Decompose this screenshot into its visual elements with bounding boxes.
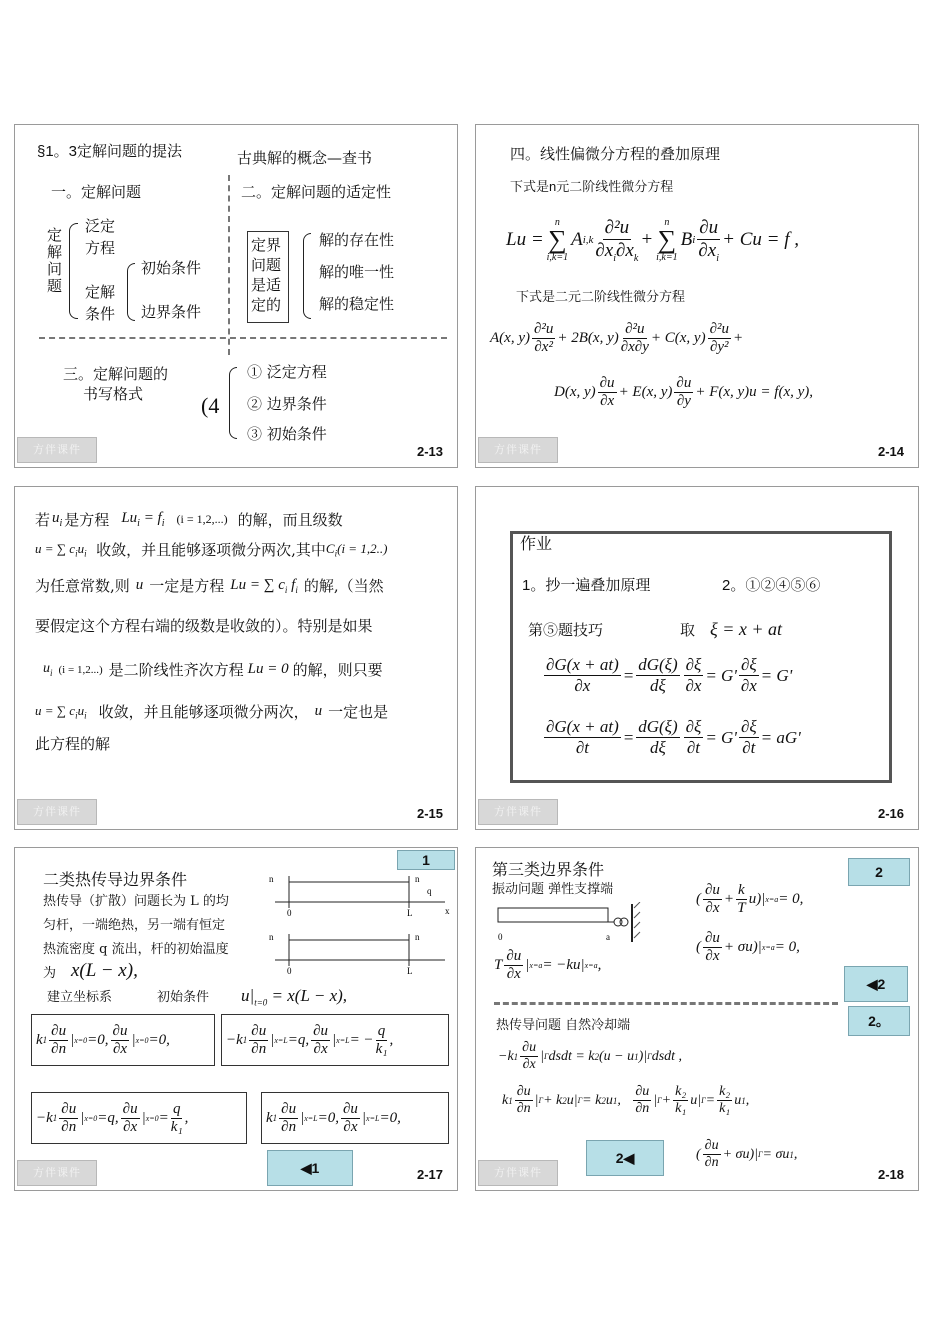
logo: 方伴课件 (478, 799, 558, 825)
init-label: 初始条件 (157, 990, 210, 1005)
item-conditions-2: 条件 (85, 305, 116, 323)
svg-text:a: a (606, 932, 610, 942)
well-posed-text: 定界问题是适定的 (251, 236, 282, 314)
logo: 方伴课件 (478, 437, 558, 463)
slide-2-14 (475, 124, 919, 468)
equation-n-dim: Lu = n ∑ i,k=1 A i,k $\frac{\text{∂²u}}{\partial x_i\partial x_k}$ + n ∑ i,k=1 B i $\frac{\partial u}{\partial x_i}$ + Cu = f , (506, 217, 800, 264)
svg-text:q: q (427, 886, 432, 896)
svg-text:0: 0 (287, 966, 292, 976)
initial-temp: x(L − x), (71, 960, 138, 981)
slide-2-17 (14, 847, 458, 1191)
equation-t: $\frac{\partial G(x + at)}{\partial t}$ = $\frac{dG(\xi)}{d\xi}$ $\frac{\partial\xi}{\partial t}$ = G' $\frac{\partial\xi}{\partial t}$ = aG' (546, 717, 801, 757)
homework-title: 作业 (520, 536, 553, 553)
elastic-bc-3: T $\frac{\partial u}{\partial x}$ | x=a = −ku| x=a , (494, 948, 602, 982)
text-line-2: 下式是二元二阶线性微分方程 (516, 289, 686, 304)
item-equation-2: 方程 (85, 239, 116, 257)
logo: 方伴课件 (17, 1160, 97, 1186)
take-label: 取 (680, 621, 696, 639)
slide-2-16 (475, 486, 919, 830)
uniqueness: 解的唯一性 (319, 263, 395, 281)
initial-condition: 初始条件 (141, 259, 202, 277)
bc-box-1: k 1 $\frac{\partial u}{\partial n}$ | x=0 =0, $\frac{\partial u}{\partial x}$ | x=0 =0, (31, 1014, 215, 1066)
substitution: ξ = x + at (710, 619, 782, 639)
slide-subtitle: 古典解的概念—查书 (237, 149, 373, 167)
format-3: ③ 初始条件 (247, 425, 327, 443)
logo: 方伴课件 (17, 799, 97, 825)
format-1: ① 泛定方程 (247, 363, 327, 381)
heat-eq-3: ( $\frac{\partial u}{\partial n}$ + σu)| Γ = σu 1 , (696, 1138, 798, 1170)
brace-4 (229, 367, 237, 439)
slide-title: 四。线性偏微分方程的叠加原理 (510, 145, 721, 163)
slide-2-13 (14, 124, 458, 468)
text-line-1: 下式是n元二阶线性微分方程 (510, 179, 674, 194)
para-line-5: $u_i$ (i = 1,2...) 是二阶线性齐次方程 Lu = 0 的解，则只要 (43, 661, 383, 679)
equation-2d-line2: D(x, y) $\frac{\partial u}{\partial x}$ + E(x, y) $\frac{\partial u}{\partial y}$ + F(x, y)u = f(x, y), (554, 375, 814, 409)
brace-1 (69, 223, 78, 319)
slide-2-15 (14, 486, 458, 830)
svg-text:0: 0 (498, 932, 503, 942)
section-3a: 三。定解问题的 (63, 365, 169, 383)
page-number: 2-14 (877, 444, 904, 459)
logo: 方伴课件 (478, 1160, 558, 1186)
slide-title: 第三类边界条件 (492, 860, 605, 879)
boundary-condition: 边界条件 (141, 303, 202, 321)
svg-text:0: 0 (287, 908, 292, 918)
page-number: 2-17 (416, 1167, 443, 1182)
coord-label: 建立坐标系 (47, 990, 113, 1005)
nav-back-button-2[interactable]: ◀2 (844, 966, 908, 1002)
nav-button-2[interactable]: 2 (848, 858, 910, 886)
stability: 解的稳定性 (319, 295, 395, 313)
svg-text:n: n (269, 932, 274, 942)
desc-line-1: 热传导（扩散）问题长为 L 的均 (43, 894, 229, 909)
brace-3 (303, 233, 311, 319)
para-line-4: 要假定这个方程右端的级数是收敛的）。特别是如果 (35, 617, 373, 635)
slide-title: §1。3定解问题的提法 (37, 143, 183, 160)
nav-button-2b[interactable]: 2。 (848, 1006, 910, 1036)
para-line-3: 为任意常数,则 u 一定是方程 Lu = ∑ $c_i$ $f_i$ 的解,（当然 (35, 576, 384, 595)
page-number: 2-15 (416, 806, 443, 821)
page-number: 2-18 (877, 1167, 904, 1182)
slide-title: 二类热传导边界条件 (43, 870, 188, 889)
slide-2-18 (475, 847, 919, 1191)
heat-label: 热传导问题 自然冷却端 (496, 1018, 631, 1033)
bracket-number: (4 (201, 393, 220, 418)
elastic-bc-2: ( $\frac{\partial u}{\partial x}$ + σu)| x=a = 0, (696, 930, 800, 964)
nav-button-top[interactable]: 1 (397, 850, 455, 870)
init-equation: $u|_{t=0} = x(L - x)$, (241, 986, 348, 1008)
existence: 解的存在性 (319, 231, 395, 249)
format-2: ② 边界条件 (247, 395, 327, 413)
para-line-1: 若 $u_i$ 是方程 $Lu_i = f_i$ (i = 1,2,...) 的解，而且级数 (35, 510, 343, 529)
dashed-divider (494, 1002, 838, 1005)
bc-box-2: −k 1 $\frac{\partial u}{\partial n}$ | x=L =q, $\frac{\partial u}{\partial x}$ | x=L = − $\frac{q}{\text{k₁}}$ , (221, 1014, 449, 1066)
para-line-7: 此方程的解 (35, 735, 111, 753)
elastic-bc-1: ( $\frac{\partial u}{\partial x}$ + $\frac{k}{T}$ u)| x=a = 0, (696, 882, 804, 916)
spring-diagram (494, 902, 654, 946)
homework-item-2: 2。①②④⑤⑥ (722, 577, 821, 594)
equation-x: $\frac{\partial G(x + at)}{\partial x}$ = $\frac{dG(\xi)}{d\xi}$ $\frac{\partial\xi}{\partial x}$ = G' $\frac{\partial\xi}{\partial x}$ = G' (546, 655, 793, 695)
svg-text:L: L (407, 966, 413, 976)
heat-eq-2: k 1 $\frac{\partial u}{\partial n}$ | Γ + k 2 u| Γ = k 2 u 1 , $\frac{\partial u}{\partial n}$ | Γ + $\frac{\text{k₂}}{\text{k₁}}$ u| Γ = $\frac{\text{k₂}}{\text{k₁}}$ u 1 , (502, 1084, 750, 1116)
item-equation-1: 泛定 (85, 217, 116, 235)
bc-box-4: k 1 $\frac{\partial u}{\partial n}$ | x=L =0, $\frac{\partial u}{\partial x}$ | x=L =0, (261, 1092, 449, 1144)
svg-text:n: n (415, 932, 420, 942)
svg-text:n: n (415, 874, 420, 884)
para-line-2: u = ∑ $c_iu_i$ 收敛，并且能够逐项微分两次,其中 $C_i(i = 1,2..)$ (35, 540, 388, 559)
rod-diagram (265, 870, 455, 980)
bc-box-3: −k 1 $\frac{\partial u}{\partial n}$ | x=0 =q, $\frac{\partial u}{\partial x}$ | x=0 = $\frac{q}{\text{k₁}}$ , (31, 1092, 247, 1144)
item-conditions-1: 定解 (85, 283, 116, 301)
nav-back-button[interactable]: ◀1 (267, 1150, 353, 1186)
homework-item-1: 1。抄一遍叠加原理 (522, 577, 651, 594)
dashed-divider-v (228, 175, 230, 355)
equation-2d-line1: A(x, y) $\frac{\text{∂²u}}{\text{∂x²}}$ + 2B(x, y) $\frac{\text{∂²u}}{\partial x\partial y}$ + C(x, y) $\frac{\text{∂²u}}{\text{∂y²}}$ + (490, 321, 744, 355)
vertical-label: 定解问题 (45, 227, 63, 295)
svg-text:L: L (407, 908, 413, 918)
desc-line-4: 为 (43, 966, 57, 981)
page-number: 2-13 (416, 444, 443, 459)
heat-eq-1: −k 1 $\frac{\partial u}{\partial x}$ | Γ dsdt = k 2 (u − u 1 )| Γ dsdt , (498, 1040, 683, 1072)
section-1: 一。定解问题 (51, 183, 142, 201)
tip-label: 第⑤题技巧 (528, 621, 604, 639)
section-2: 二。定解问题的适定性 (241, 183, 392, 201)
vibration-label: 振动问题 弹性支撑端 (492, 882, 614, 897)
svg-text:n: n (269, 874, 274, 884)
dashed-divider-h (39, 337, 447, 339)
desc-line-3: 热流密度 q 流出，杆的初始温度 (43, 942, 229, 957)
section-3b: 书写格式 (83, 385, 144, 403)
page-number: 2-16 (877, 806, 904, 821)
para-line-6: u = ∑ $c_iu_i$ 收敛，并且能够逐项微分两次， u 一定也是 (35, 702, 389, 721)
nav-button-2c[interactable]: 2◀ (586, 1140, 664, 1176)
brace-2 (127, 263, 135, 321)
desc-line-2: 匀杆，一端绝热，另一端有恒定 (43, 918, 226, 933)
logo: 方伴课件 (17, 437, 97, 463)
svg-text:x: x (445, 906, 450, 916)
